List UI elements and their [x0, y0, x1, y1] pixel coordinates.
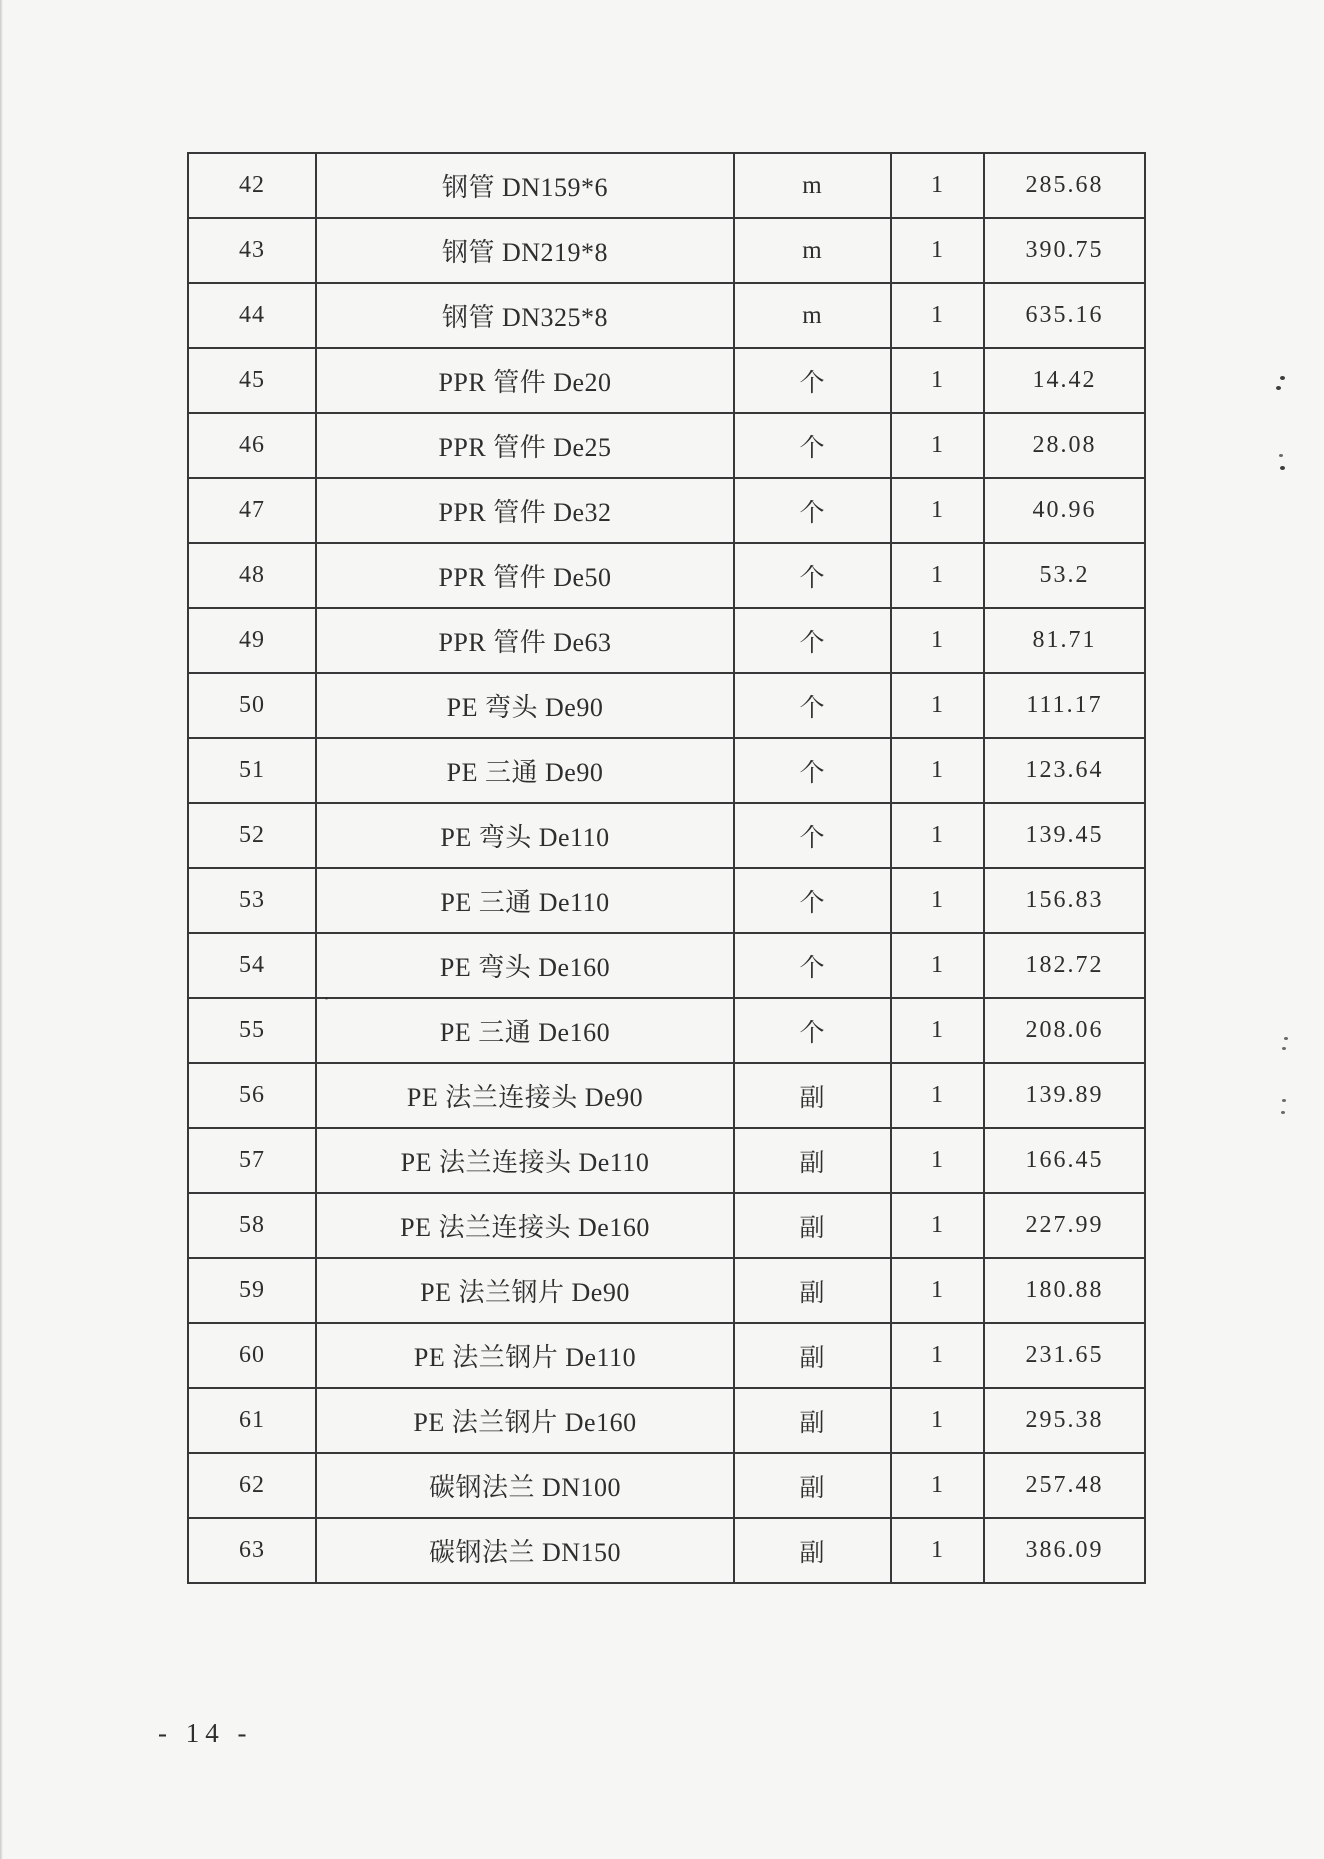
unit-cell: 副 — [734, 1518, 891, 1583]
quantity-cell: 1 — [891, 868, 984, 933]
price-cell: 139.45 — [984, 803, 1145, 868]
item-name-cell: PE 法兰钢片 De90 — [316, 1258, 734, 1323]
quantity-cell: 1 — [891, 413, 984, 478]
item-name-cell: PE 三通 De160 — [316, 998, 734, 1063]
quantity-cell: 1 — [891, 478, 984, 543]
table-row — [188, 283, 1145, 348]
quantity-cell: 1 — [891, 608, 984, 673]
unit-cell: 副 — [734, 1453, 891, 1518]
table-row — [188, 998, 1145, 1063]
quantity-cell: 1 — [891, 348, 984, 413]
item-name-cell: PE 法兰钢片 De160 — [316, 1388, 734, 1453]
table-row — [188, 218, 1145, 283]
table-row — [188, 868, 1145, 933]
row-number-cell: 56 — [188, 1063, 316, 1128]
unit-cell: 副 — [734, 1063, 891, 1128]
table-row — [188, 1063, 1145, 1128]
row-number-cell: 45 — [188, 348, 316, 413]
row-number-cell: 47 — [188, 478, 316, 543]
table-row — [188, 413, 1145, 478]
price-cell: 390.75 — [984, 218, 1145, 283]
item-name-cell: PE 弯头 De90 — [316, 673, 734, 738]
item-name-cell: PPR 管件 De32 — [316, 478, 734, 543]
item-name-cell: PPR 管件 De20 — [316, 348, 734, 413]
row-number-cell: 61 — [188, 1388, 316, 1453]
price-cell: 123.64 — [984, 738, 1145, 803]
price-cell: 166.45 — [984, 1128, 1145, 1193]
unit-cell: 个 — [734, 348, 891, 413]
price-cell: 285.68 — [984, 153, 1145, 218]
row-number-cell: 49 — [188, 608, 316, 673]
price-cell: 386.09 — [984, 1518, 1145, 1583]
item-name-cell: PPR 管件 De25 — [316, 413, 734, 478]
table-row — [188, 738, 1145, 803]
unit-cell: m — [734, 153, 891, 218]
row-number-cell: 55 — [188, 998, 316, 1063]
price-cell: 208.06 — [984, 998, 1145, 1063]
price-cell: 28.08 — [984, 413, 1145, 478]
row-number-cell: 53 — [188, 868, 316, 933]
table-row — [188, 673, 1145, 738]
unit-cell: 副 — [734, 1193, 891, 1258]
unit-cell: 个 — [734, 608, 891, 673]
price-cell: 231.65 — [984, 1323, 1145, 1388]
item-name-cell: PE 法兰连接头 De110 — [316, 1128, 734, 1193]
table-row — [188, 803, 1145, 868]
row-number-cell: 46 — [188, 413, 316, 478]
unit-cell: 个 — [734, 673, 891, 738]
item-name-cell: PPR 管件 De63 — [316, 608, 734, 673]
table-row — [188, 1193, 1145, 1258]
scan-artifact — [1280, 466, 1285, 470]
item-name-cell: PE 三通 De90 — [316, 738, 734, 803]
item-name-cell: 碳钢法兰 DN150 — [316, 1518, 734, 1583]
row-number-cell: 44 — [188, 283, 316, 348]
quantity-cell: 1 — [891, 738, 984, 803]
quantity-cell: 1 — [891, 1193, 984, 1258]
quantity-cell: 1 — [891, 1063, 984, 1128]
table-row — [188, 608, 1145, 673]
unit-cell: 个 — [734, 478, 891, 543]
table-row — [188, 348, 1145, 413]
row-number-cell: 62 — [188, 1453, 316, 1518]
price-cell: 53.2 — [984, 543, 1145, 608]
row-number-cell: 59 — [188, 1258, 316, 1323]
row-number-cell: 54 — [188, 933, 316, 998]
quantity-cell: 1 — [891, 218, 984, 283]
quantity-cell: 1 — [891, 153, 984, 218]
row-number-cell: 57 — [188, 1128, 316, 1193]
row-number-cell: 51 — [188, 738, 316, 803]
quantity-cell: 1 — [891, 933, 984, 998]
quantity-cell: 1 — [891, 673, 984, 738]
price-cell: 156.83 — [984, 868, 1145, 933]
quantity-cell: 1 — [891, 1453, 984, 1518]
table-row — [188, 1128, 1145, 1193]
item-name-cell: PE 法兰连接头 De160 — [316, 1193, 734, 1258]
unit-cell: 副 — [734, 1388, 891, 1453]
scan-artifact — [1279, 454, 1283, 457]
price-cell: 14.42 — [984, 348, 1145, 413]
item-name-cell: PE 法兰钢片 De110 — [316, 1323, 734, 1388]
scan-artifact — [1282, 1099, 1286, 1102]
quantity-cell: 1 — [891, 283, 984, 348]
quantity-cell: 1 — [891, 1388, 984, 1453]
table-row — [188, 933, 1145, 998]
unit-cell: 副 — [734, 1258, 891, 1323]
scan-artifact — [1280, 376, 1285, 380]
table-row — [188, 1388, 1145, 1453]
price-cell: 182.72 — [984, 933, 1145, 998]
scan-artifact — [1284, 1037, 1288, 1040]
row-number-cell: 43 — [188, 218, 316, 283]
row-number-cell: 52 — [188, 803, 316, 868]
price-cell: 139.89 — [984, 1063, 1145, 1128]
materials-price-table — [187, 152, 1146, 1584]
table-row — [188, 1518, 1145, 1583]
item-name-cell: 钢管 DN159*6 — [316, 153, 734, 218]
scan-artifact — [1276, 386, 1281, 390]
table-row — [188, 478, 1145, 543]
unit-cell: 个 — [734, 738, 891, 803]
scan-artifact — [1281, 1111, 1285, 1114]
price-cell: 227.99 — [984, 1193, 1145, 1258]
price-cell: 111.17 — [984, 673, 1145, 738]
unit-cell: 个 — [734, 998, 891, 1063]
quantity-cell: 1 — [891, 998, 984, 1063]
quantity-cell: 1 — [891, 1518, 984, 1583]
row-number-cell: 63 — [188, 1518, 316, 1583]
table-row — [188, 1258, 1145, 1323]
item-name-cell: PPR 管件 De50 — [316, 543, 734, 608]
table-row — [188, 1323, 1145, 1388]
page-number: - 14 - — [158, 1718, 253, 1748]
row-number-cell: 60 — [188, 1323, 316, 1388]
quantity-cell: 1 — [891, 543, 984, 608]
price-cell: 635.16 — [984, 283, 1145, 348]
unit-cell: 个 — [734, 868, 891, 933]
item-name-cell: 钢管 DN219*8 — [316, 218, 734, 283]
unit-cell: 个 — [734, 413, 891, 478]
row-number-cell: 48 — [188, 543, 316, 608]
row-number-cell: 42 — [188, 153, 316, 218]
price-cell: 180.88 — [984, 1258, 1145, 1323]
item-name-cell: 钢管 DN325*8 — [316, 283, 734, 348]
unit-cell: 副 — [734, 1128, 891, 1193]
row-number-cell: 50 — [188, 673, 316, 738]
unit-cell: m — [734, 218, 891, 283]
materials-price-table-body — [188, 153, 1145, 1583]
unit-cell: 副 — [734, 1323, 891, 1388]
unit-cell: m — [734, 283, 891, 348]
price-cell: 295.38 — [984, 1388, 1145, 1453]
item-name-cell: PE 三通 De110 — [316, 868, 734, 933]
table-row — [188, 1453, 1145, 1518]
item-name-cell: PE 法兰连接头 De90 — [316, 1063, 734, 1128]
row-number-cell: 58 — [188, 1193, 316, 1258]
item-name-cell: PE 弯头 De160 — [316, 933, 734, 998]
unit-cell: 个 — [734, 933, 891, 998]
unit-cell: 个 — [734, 543, 891, 608]
price-cell: 257.48 — [984, 1453, 1145, 1518]
item-name-cell: 碳钢法兰 DN100 — [316, 1453, 734, 1518]
price-cell: 81.71 — [984, 608, 1145, 673]
quantity-cell: 1 — [891, 1128, 984, 1193]
quantity-cell: 1 — [891, 1258, 984, 1323]
quantity-cell: 1 — [891, 1323, 984, 1388]
table-row — [188, 153, 1145, 218]
quantity-cell: 1 — [891, 803, 984, 868]
table-row — [188, 543, 1145, 608]
unit-cell: 个 — [734, 803, 891, 868]
price-cell: 40.96 — [984, 478, 1145, 543]
item-name-cell: PE 弯头 De110 — [316, 803, 734, 868]
scan-artifact — [1282, 1047, 1286, 1050]
